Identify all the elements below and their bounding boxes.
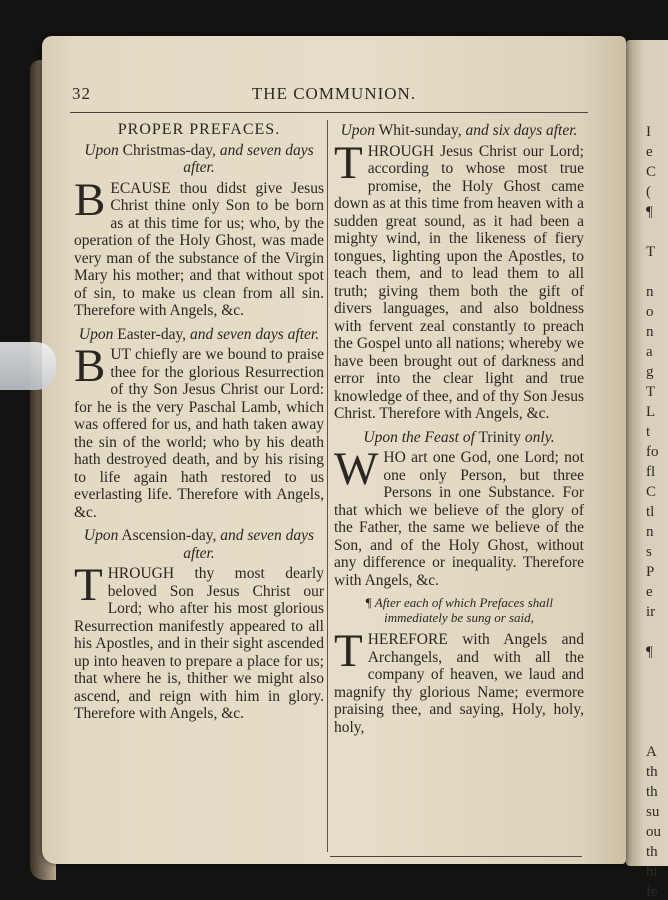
upon-word: Upon: [84, 141, 119, 159]
facing-page-glyph: e: [646, 144, 653, 160]
easter-heading: [74, 326, 324, 344]
facing-page-glyph: fl: [646, 464, 656, 480]
facing-page-glyph: ¶: [646, 644, 653, 660]
whitsunday-heading: [334, 122, 584, 140]
facing-page-glyph: T: [646, 244, 656, 260]
drop-cap: T: [334, 136, 363, 189]
facing-page-glyph: tl: [646, 504, 655, 520]
facing-page-glyph: fe: [646, 884, 658, 900]
feast-rest: and six days after.: [465, 122, 578, 139]
preface-text: HEREFORE with Angels and Archangels, and with all the company of heaven, we laud and magnify thy glorious Name; evermore praising thee, and saying, Holy, holy, holy,: [334, 631, 584, 736]
column-divider: [327, 120, 328, 852]
upon-word: Upon: [78, 325, 114, 343]
trinity-preface: [334, 443, 584, 589]
facing-page-glyph: C: [646, 164, 657, 180]
right-column: [334, 120, 584, 742]
header-rule: [70, 112, 588, 113]
preface-text: ECAUSE thou didst give Jesus Christ thine only Son to be born as at this time for us; who, by the operation of the Holy Ghost, was made very man of the substance of the Virgin Mary his mother; and that without spot of sin, to make us clean from all sin. Therefore with Angels, &c.: [74, 179, 324, 319]
ascension-preface: [74, 559, 324, 723]
feast-name: Whit-sunday,: [378, 122, 462, 139]
facing-page-glyph: s: [646, 544, 652, 560]
facing-page-glyph: su: [646, 804, 660, 820]
facing-page-glyph: fo: [646, 444, 659, 460]
facing-page-glyph: ir: [646, 604, 656, 620]
facing-page-glyph: (: [646, 184, 651, 200]
drop-cap: T: [334, 625, 363, 677]
drop-cap: W: [334, 443, 379, 495]
facing-page-glyph: T: [646, 384, 656, 400]
facing-page-glyph: n: [646, 324, 654, 340]
preface-text: HO art one God, one Lord; not one only Person, but three Persons in one Substance. For that which we believe of the glory of the Father, the same we believe of the Son, and of the Holy Ghost, without any difference or inequality. Therefore with Angels, &c.: [334, 449, 584, 589]
preface-text: HROUGH Jesus Christ our Lord; according to whose most true promise, the Holy Ghost came down as at this time from heaven with a sudden great sound, as it had been a mighty wind, in the likeness of fiery tongues, lighting upon the Apostles, to teach them, and to lead them to all truth; giving them both the gift of divers languages, and also boldness with fervent zeal constantly to preach the Gospel unto all nations; whereby we have been brought out of darkness and error into the clear light and true knowledge of thee, and of thy Son Jesus Christ. Therefore with Angels, &c.: [334, 142, 584, 422]
left-column: [74, 120, 324, 729]
footer-rule: [330, 856, 582, 857]
facing-page-glyph: n: [646, 524, 654, 540]
facing-page-glyph: th: [646, 764, 658, 780]
feast-rest: and seven days after.: [189, 325, 320, 343]
facing-page-glyph: o: [646, 304, 654, 320]
drop-cap: B: [74, 173, 106, 226]
feast-name: Christmas-day,: [122, 141, 216, 159]
feast-rest: and seven days after.: [183, 141, 314, 176]
page-number: 32: [72, 84, 91, 103]
feast-name: Trinity: [478, 428, 522, 446]
upon-word: Upon: [83, 527, 119, 544]
facing-page-glyph: th: [646, 844, 658, 860]
rubric: ¶ After each of which Prefaces shall immediately be sung or said,: [364, 595, 554, 625]
facing-page-glyph: n: [646, 284, 654, 300]
trinity-heading: [334, 429, 584, 447]
facing-page-glyph: I: [646, 124, 651, 140]
feast-name: Easter-day,: [117, 325, 187, 343]
facing-page-glyph: th: [646, 784, 658, 800]
feast-rest: only.: [524, 428, 555, 446]
facing-page-glyph: C: [646, 484, 657, 500]
running-header: [64, 84, 604, 106]
ascension-heading: [74, 527, 324, 562]
sanctus-intro: [334, 625, 584, 736]
facing-page-glyph: L: [646, 404, 656, 420]
christmas-heading: [74, 142, 324, 177]
drop-cap: B: [74, 340, 106, 392]
feast-name: Ascension-day,: [121, 527, 217, 544]
preface-text: UT chiefly are we bound to praise thee for the glorious Resurrection of thy Son Jesus Christ our Lord: for he is the very Paschal Lamb, which was offered for us, and hath taken away the sin of the world; who by his death hath destroyed death, and by his rising to life again hath restored to us everlasting life. Therefore with Angels, &c.: [74, 346, 324, 521]
upon-word: Upon: [340, 122, 376, 139]
facing-page-glyph: A: [646, 744, 657, 760]
facing-page-edge: [626, 40, 668, 900]
page-marker-tab: [0, 342, 56, 390]
facing-page-glyph: hi: [646, 864, 658, 880]
facing-page-glyph: a: [646, 344, 653, 360]
whitsunday-preface: [334, 136, 584, 423]
facing-page-glyph: t: [646, 424, 651, 440]
section-heading: PROPER PREFACES.: [117, 121, 281, 138]
running-title: THE COMMUNION.: [251, 84, 417, 103]
preface-text: HROUGH thy most dearly beloved Son Jesus Christ our Lord; who after his most glorious Resurrection manifestly appeared to all his Apostles, and in their sight ascended up into heaven to prepare a place for us; that where he is, thither we might also ascend, and reign with him in glory. Therefore with Angels, &c.: [74, 565, 324, 722]
facing-page-glyph: ou: [646, 824, 661, 840]
upon-word: Upon the Feast of: [363, 428, 475, 446]
facing-page-glyph: ¶: [646, 204, 653, 220]
facing-page-glyph: g: [646, 364, 654, 380]
easter-preface: [74, 340, 324, 521]
feast-rest: and seven days after.: [183, 527, 315, 562]
facing-page-glyph: e: [646, 584, 653, 600]
drop-cap: T: [74, 559, 103, 611]
christmas-preface: [74, 173, 324, 320]
facing-page-glyph: P: [646, 564, 655, 580]
